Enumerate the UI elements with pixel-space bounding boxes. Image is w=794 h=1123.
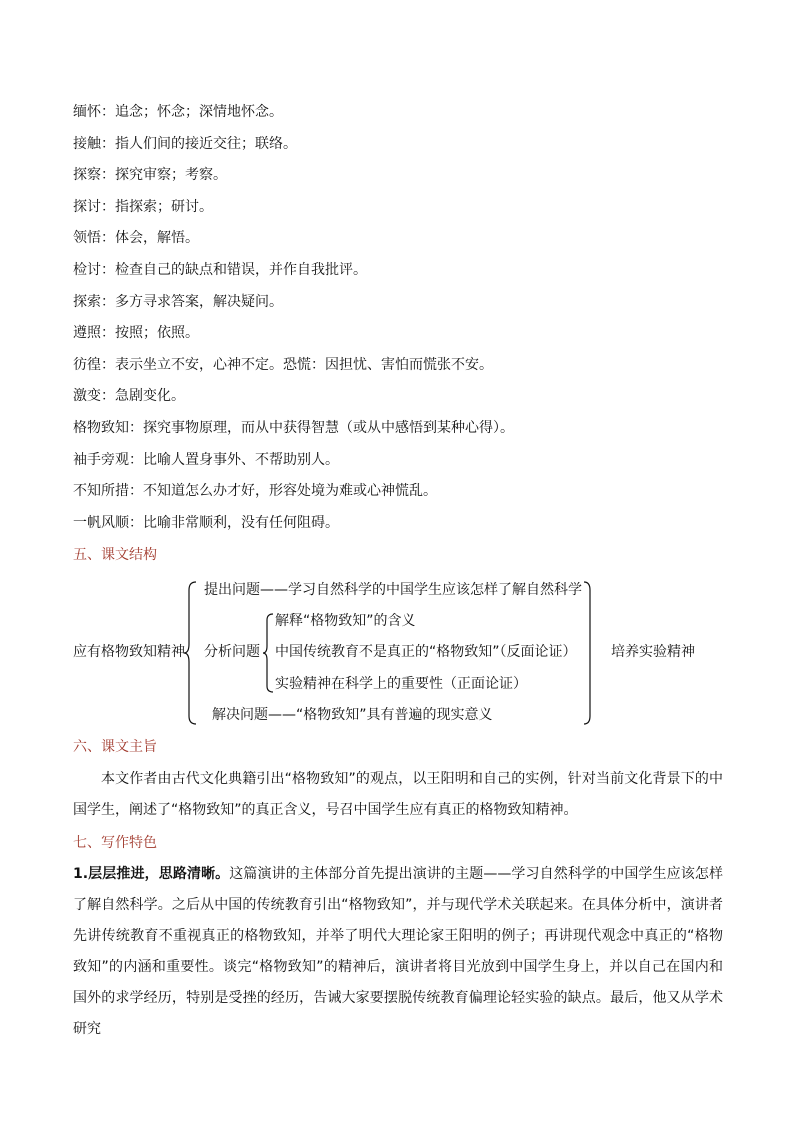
section-heading-features: 七、写作特色 — [73, 835, 157, 851]
vocab-line: 缅怀：追念；怀念；深情地怀念。 — [73, 104, 283, 120]
vocab-line: 袖手旁观：比喻人置身事外、不帮助别人。 — [73, 452, 339, 468]
feature-point-text: 这篇演讲的主体部分首先提出演讲的主题——学习自然科学的中国学生应该怎样了解自然科学。之后从中国的传统教育引出“格物致知”，并与现代学术关联起来。在具体分析中，演讲者先讲传统教育不重视真正的格物致知，并举了明代大理论家王阳明的例子；再讲现代观念中真正的“格物致知”的内涵和重要性。谈完“格物致知”的精神后，演讲者将目光放到中国学生身上，并以自己在国内和国外的求学经历，特别是受挫的经历，告诫大家要摆脱传统教育偏理论轻实验的缺点。最后，他又从学术研究 — [73, 866, 723, 1037]
vocab-line: 领悟：体会，解悟。 — [73, 230, 199, 246]
structure-conclusion: 培养实验精神 — [611, 644, 695, 660]
vocab-line: 不知所措：不知道怎么办才好，形容处境为难或心神慌乱。 — [73, 483, 437, 499]
outer-left-brace — [184, 580, 198, 726]
vocab-line: 接触：指人们间的接近交往；联络。 — [73, 136, 297, 152]
right-brace — [584, 580, 596, 726]
vocab-line: 激变：急剧变化。 — [73, 388, 185, 404]
feature-point-title: 1.层层推进，思路清晰。 — [73, 866, 230, 882]
vocab-line: 一帆风顺：比喻非常顺利，没有任何阻碍。 — [73, 515, 339, 531]
structure-solve-problem: 解决问题——“格物致知”具有普遍的现实意义 — [212, 707, 493, 723]
structure-sub-item: 解释“格物致知”的含义 — [275, 613, 416, 629]
structure-raise-problem: 提出问题——学习自然科学的中国学生应该怎样了解自然科学 — [204, 582, 582, 598]
section-heading-structure: 五、课文结构 — [73, 547, 157, 563]
section-heading-theme: 六、课文主旨 — [73, 739, 157, 755]
inner-left-brace — [263, 612, 275, 694]
structure-root: 应有格物致知精神 — [73, 644, 185, 660]
vocab-line: 探察：探究审察；考察。 — [73, 167, 227, 183]
vocab-line: 彷徨：表示坐立不安，心神不定。恐慌：因担忧、害怕而慌张不安。 — [73, 357, 493, 373]
theme-paragraph: 本文作者由古代文化典籍引出“格物致知”的观点，以王阳明和自己的实例，针对当前文化背景下的中国学生，阐述了“格物致知”的真正含义，号召中国学生应有真正的格物致知精神。 — [73, 771, 723, 818]
features-paragraph — [73, 859, 723, 1045]
vocab-line: 探索：多方寻求答案，解决疑问。 — [73, 294, 283, 310]
vocab-line: 格物致知：探究事物原理，而从中获得智慧（或从中感悟到某种心得）。 — [73, 420, 514, 436]
vocab-line: 遵照：按照；依照。 — [73, 325, 199, 341]
structure-analyze-label: 分析问题 — [204, 644, 260, 660]
vocab-line: 探讨：指探索；研讨。 — [73, 199, 213, 215]
vocab-line: 检讨：检查自己的缺点和错误，并作自我批评。 — [73, 262, 367, 278]
structure-sub-item: 实验精神在科学上的重要性（正面论证） — [275, 676, 527, 692]
structure-sub-item: 中国传统教育不是真正的“格物致知”（反面论证） — [275, 644, 577, 660]
